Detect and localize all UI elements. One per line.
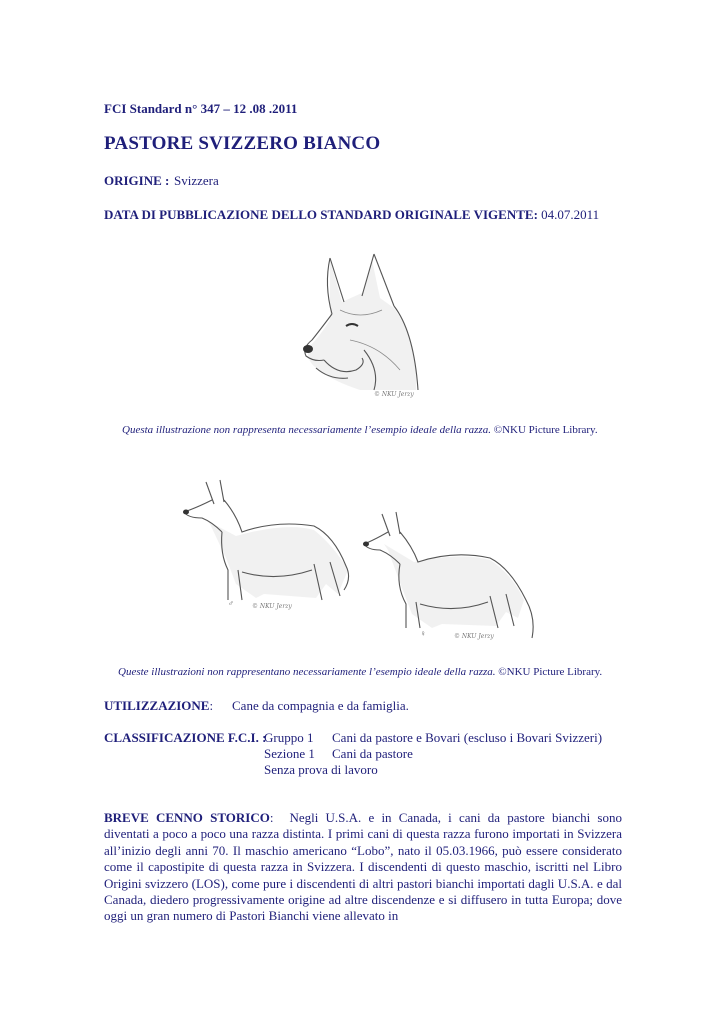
pubblicazione-label: DATA DI PUBBLICAZIONE DELLO STANDARD ORIGINALE VIGENTE: bbox=[104, 207, 538, 222]
pubblicazione-line bbox=[104, 207, 599, 223]
pubblicazione-value: 04.07.2011 bbox=[541, 207, 600, 222]
figure1-credit: ©NKU Picture Library. bbox=[493, 424, 598, 436]
figure2-credit: ©NKU Picture Library. bbox=[498, 666, 603, 678]
male-dog-drawing bbox=[183, 480, 349, 610]
classificazione-sub: Sezione 1 bbox=[264, 746, 315, 761]
artist-signature-1: © NKU Jerzy bbox=[374, 391, 414, 398]
classificazione-label: CLASSIFICAZIONE F.C.I. : bbox=[104, 730, 267, 745]
figure1-caption bbox=[122, 424, 598, 436]
utilizzazione-label-wrap: UTILIZZAZIONE: bbox=[104, 698, 214, 713]
origine-label: ORIGINE : bbox=[104, 173, 170, 188]
classificazione-sub: Gruppo 1 bbox=[264, 730, 314, 745]
storico-label: BREVE CENNO STORICO bbox=[104, 810, 270, 825]
storico-label-wrap: BREVE CENNO STORICO: bbox=[104, 810, 274, 825]
utilizzazione-line bbox=[104, 698, 409, 714]
figure2-caption-text: Queste illustrazioni non rappresentano necessariamente l’esempio ideale della razza. bbox=[118, 666, 496, 678]
storico-text: Negli U.S.A. e in Canada, i cani da pastore bianchi sono diventati a poco a poco una razza distinta. I primi cani di questa razza furono importati in Svizzera all’inizio degli anni 70. Il maschio americano “Lobo”, nato il 05.03.1966, può essere considerato come il capostipite di questa razza in Svizzera. I discendenti di questo maschio, iscritti nel Libro Origini svizzero (LOS), come pure i discendenti di altri pastori bianchi importati dagli U.S.A. e dal Canada, diedero progressivamente origine ad altre discendenze e si diffusero in tutta Europa; dove oggi un gran numero di Pastori Bianchi viene allevato in bbox=[104, 810, 622, 924]
page-title: PASTORE SVIZZERO BIANCO bbox=[104, 133, 381, 154]
utilizzazione-label: UTILIZZAZIONE bbox=[104, 698, 210, 713]
origine-value: Svizzera bbox=[174, 173, 219, 188]
classificazione-desc: Cani da pastore bbox=[332, 746, 413, 761]
artist-signature-2: © NKU Jerzy bbox=[252, 603, 292, 610]
classificazione-row bbox=[104, 762, 602, 778]
female-symbol-icon: ♀ bbox=[420, 629, 426, 638]
dog-head-illustration bbox=[290, 240, 440, 412]
storico-paragraph bbox=[104, 810, 622, 925]
classificazione-row bbox=[104, 746, 602, 762]
figure1-caption-text: Questa illustrazione non rappresenta necessariamente l’esempio ideale della razza. bbox=[122, 424, 491, 436]
standard-number: FCI Standard n° 347 – 12 .08 .2011 bbox=[104, 101, 298, 116]
classificazione-row bbox=[104, 730, 602, 746]
utilizzazione-value: Cane da compagnia e da famiglia. bbox=[232, 698, 409, 713]
classificazione-sub: Senza prova di lavoro bbox=[264, 762, 378, 777]
classificazione-block bbox=[104, 730, 602, 778]
dogs-body-illustration bbox=[176, 474, 548, 644]
origine-line bbox=[104, 173, 219, 189]
male-symbol-icon: ♂ bbox=[228, 599, 234, 608]
figure2-caption bbox=[118, 666, 602, 678]
female-dog-drawing bbox=[363, 512, 533, 640]
artist-signature-3: © NKU Jerzy bbox=[454, 633, 494, 640]
classificazione-desc: Cani da pastore e Bovari (escluso i Bovari Svizzeri) bbox=[332, 730, 603, 745]
